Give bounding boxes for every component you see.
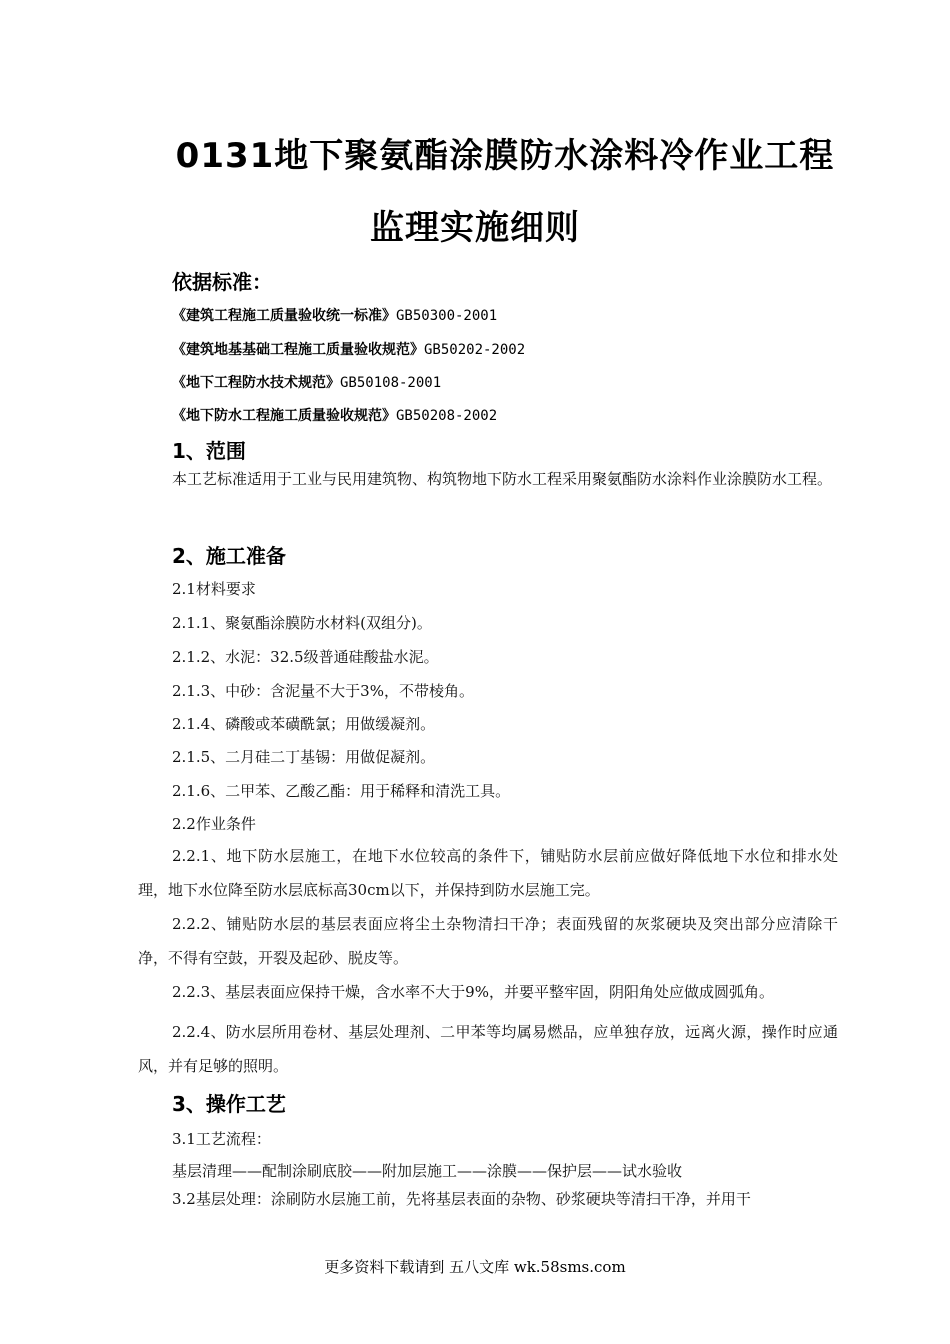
process-flow: 基层清理——配制涂刷底胶——附加层施工——涂膜——保护层——试水验收 bbox=[172, 1162, 683, 1180]
standard-name: 《建筑工程施工质量验收统一标准》 bbox=[172, 308, 396, 324]
standard-item bbox=[172, 372, 441, 392]
subsection-3-2: 3.2基层处理：涂刷防水层施工前，先将基层表面的杂物、砂浆硬块等清扫干净，并用干 bbox=[172, 1190, 751, 1208]
standard-item bbox=[172, 339, 525, 359]
standard-item bbox=[172, 305, 497, 325]
standard-code: GB50208-2002 bbox=[396, 408, 498, 424]
standard-code: GB50300-2001 bbox=[396, 308, 498, 324]
material-item: 2.1.5、二月硅二丁基锡：用做促凝剂。 bbox=[172, 748, 436, 766]
condition-item: 2.2.4、防水层所用卷材、基层处理剂、二甲苯等均属易燃品，应单独存放，远离火源，操作时应通风，并有足够的照明。 bbox=[138, 1023, 838, 1075]
section2-heading: 2、施工准备 bbox=[172, 544, 286, 568]
document-title-line2: 监理实施细则 bbox=[370, 208, 580, 248]
footer-link-text: 更多资料下载请到 五八文库 wk.58sms.com bbox=[324, 1258, 626, 1276]
standard-name: 《地下工程防水技术规范》 bbox=[172, 375, 340, 391]
section1-text: 本工艺标准适用于工业与民用建筑物、构筑物地下防水工程采用聚氨酯防水涂料作业涂膜防水工程。 bbox=[172, 470, 833, 488]
condition-item: 2.2.3、基层表面应保持干燥，含水率不大于9%，并要平整牢固，阴阳角处应做成圆弧角。 bbox=[172, 983, 774, 1001]
document-title-line1: 0131地下聚氨酯涂膜防水涂料冷作业工程 bbox=[175, 136, 835, 176]
standard-name: 《建筑地基基础工程施工质量验收规范》 bbox=[172, 342, 424, 358]
subsection-2-1: 2.1材料要求 bbox=[172, 580, 256, 598]
condition-item: 2.2.2、铺贴防水层的基层表面应将尘土杂物清扫干净；表面残留的灰浆硬块及突出部分应清除干净，不得有空鼓，开裂及起砂、脱皮等。 bbox=[138, 915, 838, 967]
material-item: 2.1.6、二甲苯、乙酸乙酯：用于稀释和清洗工具。 bbox=[172, 782, 511, 800]
section1-heading: 1、范围 bbox=[172, 439, 246, 463]
standard-name: 《地下防水工程施工质量验收规范》 bbox=[172, 408, 396, 424]
basis-heading: 依据标准： bbox=[172, 270, 272, 294]
material-item: 2.1.2、水泥：32.5级普通硅酸盐水泥。 bbox=[172, 648, 439, 666]
standard-code: GB50202-2002 bbox=[424, 342, 526, 358]
subsection-2-2: 2.2作业条件 bbox=[172, 815, 256, 833]
subsection-3-1: 3.1工艺流程： bbox=[172, 1130, 271, 1148]
material-item: 2.1.1、聚氨酯涂膜防水材料(双组分)。 bbox=[172, 614, 432, 632]
condition-item: 2.2.1、地下防水层施工，在地下水位较高的条件下，铺贴防水层前应做好降低地下水位和排水处理，地下水位降至防水层底标高30cm以下，并保持到防水层施工完。 bbox=[138, 847, 838, 899]
section3-heading: 3、操作工艺 bbox=[172, 1092, 286, 1116]
standard-item bbox=[172, 405, 497, 425]
material-item: 2.1.3、中砂：含泥量不大于3%，不带棱角。 bbox=[172, 682, 474, 700]
standard-code: GB50108-2001 bbox=[340, 375, 442, 391]
material-item: 2.1.4、磷酸或苯磺酰氯；用做缓凝剂。 bbox=[172, 715, 436, 733]
